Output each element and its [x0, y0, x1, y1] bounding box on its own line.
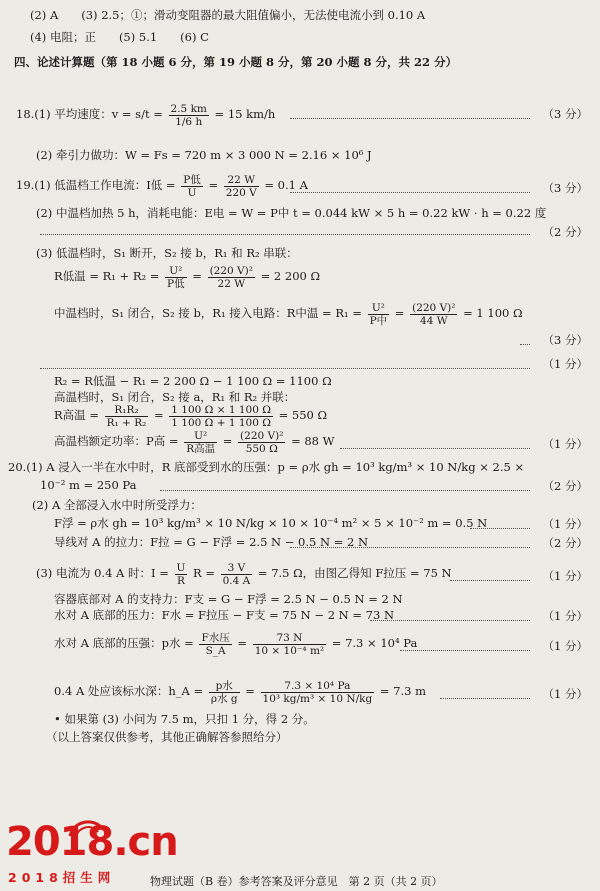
- fraction: $\frac{3 V}{0.4 A}$: [222, 561, 251, 587]
- answer-line: 导线对 A 的拉力：F拉 = G − F浮 = 2.5 N − 0.5 N = 2 N: [54, 535, 369, 549]
- fraction: $\frac{\text{p水}}{\text{ρ水 g}}$: [210, 679, 238, 705]
- answer-line: (2) 中温档加热 5 h，消耗电能：E电 = W = P中 t = 0.044 kW × 5 h = 0.22 kW · h = 0.22 度: [36, 206, 547, 220]
- answer-line: 0.4 A 处应该标水深：h_A = $\frac{\text{p水}}{\text{ρ水 g}}$ = $\frac{\text{7.3 × 10⁴ Pa}}{\text{10³ kg/m³ × 10 N/kg}}$ = 7.3 m: [54, 679, 426, 705]
- answer-line: (2) A (3) 2.5；①；滑动变阻器的最大阻值偏小，无法使电流小到 0.10 A: [30, 8, 426, 22]
- dot-leader: [400, 650, 530, 651]
- score-mark: （1 分）: [542, 569, 588, 583]
- answer-line: 高温档时，S₁ 闭合，S₂ 接 a，R₁ 和 R₂ 并联：: [54, 390, 296, 404]
- dot-leader: [450, 580, 530, 581]
- fraction: $\frac{\text{U²}}{\text{R高温}}$: [186, 429, 216, 455]
- fraction: $\frac{\text{(220 V)²}}{44 W}$: [412, 301, 456, 327]
- score-mark: （2 分）: [542, 225, 588, 239]
- answer-line: 容器底部对 A 的支持力：F支 = G − F浮 = 2.5 N − 0.5 N = 2 N: [54, 592, 403, 606]
- answer-line: 高温档额定功率：P高 = $\frac{\text{U²}}{\text{R高温}}$ = $\frac{\text{(220 V)²}}{550 \Omega}$ = 88 W: [54, 429, 335, 455]
- answer-line: 19.(1) 低温档工作电流：I低 = $\frac{\text{P低}}{U}$ = $\frac{22 W}{220 V}$ = 0.1 A: [16, 173, 308, 199]
- answer-line: (4) 电阻；正 (5) 5.1 (6) C: [30, 30, 209, 44]
- dot-leader: [290, 547, 530, 548]
- dot-leader: [160, 490, 530, 491]
- answer-line: 10⁻² m = 250 Pa: [40, 478, 137, 492]
- fraction: $\frac{73 N}{\text{10 × 10⁻⁴ m²}}$: [254, 631, 325, 657]
- score-mark: （1 分）: [542, 687, 588, 701]
- answer-line: (2) 牵引力做功：W = Fs = 720 m × 3 000 N = 2.16 × 10⁶ J: [36, 148, 372, 162]
- answer-line: (3) 低温档时，S₁ 断开，S₂ 接 b，R₁ 和 R₂ 串联：: [36, 246, 298, 260]
- answer-line: 20.(1) A 浸入一半在水中时，R 底部受到水的压强：p = ρ水 gh = 10³ kg/m³ × 10 N/kg × 2.5 ×: [8, 460, 525, 474]
- dot-leader: [470, 528, 530, 529]
- section-heading: 四、论述计算题（第 18 小题 6 分，第 19 小题 8 分，第 20 小题 8 分，共 22 分）: [14, 55, 458, 69]
- score-mark: （2 分）: [542, 536, 588, 550]
- fraction: $\frac{\text{U²}}{\text{P低}}$: [167, 264, 185, 290]
- fraction: $\frac{\text{F水压}}{S\_A}$: [201, 631, 230, 657]
- fraction: $\frac{\text{R₁R₂}}{\text{R₁ + R₂}}$: [106, 403, 147, 429]
- dot-leader: [520, 344, 530, 345]
- score-mark: （1 分）: [542, 517, 588, 531]
- answer-line: 18.(1) 平均速度：v = s/t = $\frac{2.5 km}{1/6 h}$ = 15 km/h: [16, 102, 276, 128]
- page-footer: 物理试题（B 卷）参考答案及评分意见 第 2 页（共 2 页）: [150, 875, 443, 888]
- score-mark: （1 分）: [542, 639, 588, 653]
- watermark-main-text: 2018.cn: [6, 819, 178, 865]
- score-mark: （3 分）: [542, 333, 588, 347]
- fraction: $\frac{\text{(220 V)²}}{22 W}$: [209, 264, 253, 290]
- dot-leader: [370, 620, 530, 621]
- watermark-sub-text: 2018招生网: [8, 870, 116, 885]
- dot-leader: [440, 698, 530, 699]
- dot-leader: [290, 118, 530, 119]
- score-mark: （1 分）: [542, 437, 588, 451]
- answer-line: (3) 电流为 0.4 A 时：I = $\frac{U}{R}$ R = $\frac{3 V}{0.4 A}$ = 7.5 Ω，由图乙得知 F拉压 = 75 N: [36, 561, 452, 587]
- answer-line: 水对 A 底部的压力：F水 = F拉压 − F支 = 75 N − 2 N = 73 N: [54, 608, 395, 622]
- dot-leader: [340, 448, 530, 449]
- score-mark: （3 分）: [542, 107, 588, 121]
- answer-line: 中温档时，S₁ 闭合，S₂ 接 b，R₁ 接入电路：R中温 = R₁ = $\frac{\text{U²}}{\text{P中}}$ = $\frac{\text{(220 V)²}}{44 W}$ = 1 100 Ω: [54, 301, 523, 327]
- dot-leader: [40, 368, 530, 369]
- score-mark: （1 分）: [542, 609, 588, 623]
- answer-line: 水对 A 底部的压强：p水 = $\frac{\text{F水压}}{S\_A}$ = $\frac{73 N}{\text{10 × 10⁻⁴ m²}}$ = 7.3 × 10⁴ Pa: [54, 631, 418, 657]
- fraction: $\frac{1 100 \Omega \times 1 100 \Omega}{1 100 \Omega + 1 100 \Omega}$: [171, 403, 271, 429]
- fraction: $\frac{U}{R}$: [176, 561, 186, 587]
- score-mark: （2 分）: [542, 479, 588, 493]
- answer-line: (2) A 全部浸入水中时所受浮力：: [32, 498, 202, 512]
- answer-line: R₂ = R低温 − R₁ = 2 200 Ω − 1 100 Ω = 1100 Ω: [54, 374, 332, 388]
- dot-leader: [40, 234, 530, 235]
- fraction: $\frac{\text{(220 V)²}}{550 \Omega}$: [240, 429, 284, 455]
- dot-leader: [290, 192, 530, 193]
- note-line: • 如果第 (3) 小问为 7.5 m，只扣 1 分，得 2 分。: [54, 712, 315, 726]
- fraction: $\frac{\text{P低}}{U}$: [183, 173, 201, 199]
- score-mark: （1 分）: [542, 357, 588, 371]
- fraction: $\frac{\text{U²}}{\text{P中}}$: [369, 301, 388, 327]
- site-watermark-logo: [6, 818, 178, 888]
- fraction: $\frac{2.5 km}{1/6 h}$: [170, 102, 207, 128]
- answer-line: F浮 = ρ水 gh = 10³ kg/m³ × 10 N/kg × 10 × 10⁻⁴ m² × 5 × 10⁻² m = 0.5 N: [54, 516, 488, 530]
- fraction: $\frac{\text{7.3 × 10⁴ Pa}}{\text{10³ kg/m³ × 10 N/kg}}$: [262, 679, 373, 705]
- answer-line: R高温 = $\frac{\text{R₁R₂}}{\text{R₁ + R₂}}$ = $\frac{1 100 \Omega \times 1 100 \Omega}{1 100 \Omega + 1 100 \Omega}$ = 550 Ω: [54, 403, 328, 429]
- score-mark: （3 分）: [542, 181, 588, 195]
- note-line: （以上答案仅供参考，其他正确解答参照给分）: [46, 730, 288, 744]
- fraction: $\frac{22 W}{220 V}$: [225, 173, 257, 199]
- answer-line: R低温 = R₁ + R₂ = $\frac{\text{U²}}{\text{P低}}$ = $\frac{\text{(220 V)²}}{22 W}$ = 2 200 Ω: [54, 264, 321, 290]
